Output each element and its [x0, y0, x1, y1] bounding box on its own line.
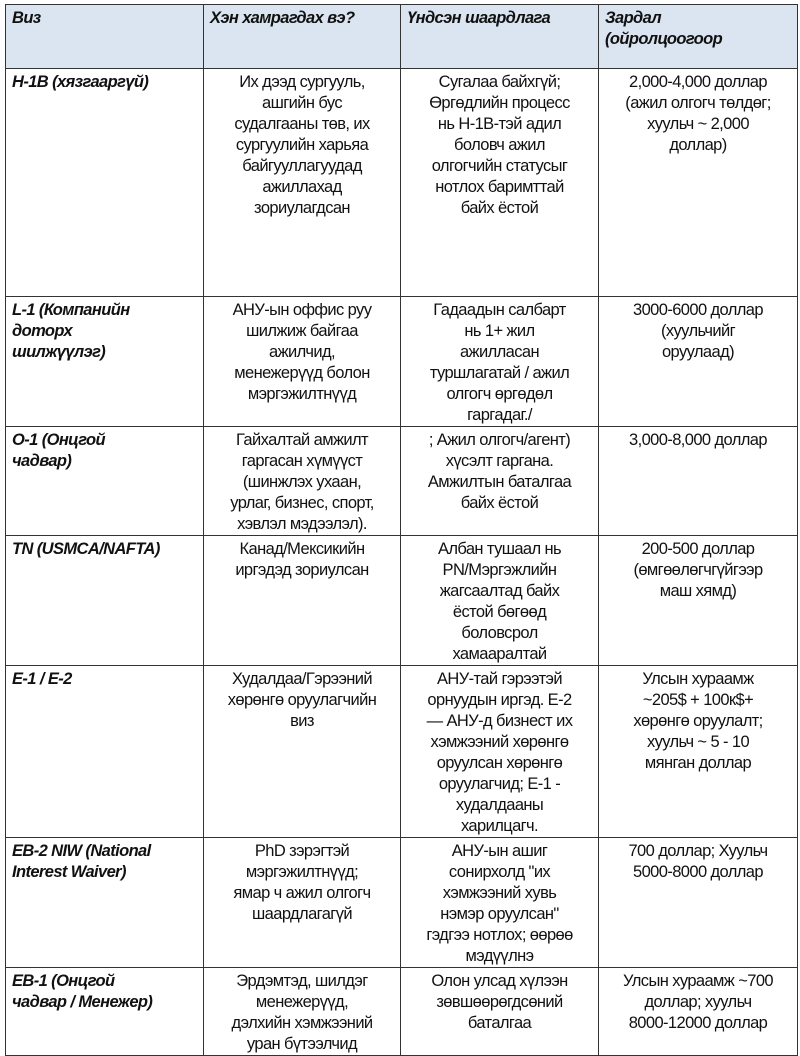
cost-cell: 700 доллар; Хуульч 5000-8000 доллар: [599, 838, 798, 968]
table-row: [6, 968, 798, 1056]
visa-cell: TN (USMCA/NAFTA): [6, 536, 204, 666]
header-visa: Виз: [6, 5, 204, 69]
visa-cell: EB-1 (Онцгой чадвар / Менежер): [6, 968, 204, 1056]
visa-cell: E-1 / E-2: [6, 666, 204, 838]
table-row: [6, 536, 798, 666]
who-cell: АНУ-ын оффис руу шилжиж байгаа ажилчид, менежерүүд болон мэргэжилтнүүд: [204, 297, 401, 427]
who-cell: Их дээд сургууль, ашгийн бус судалгааны төв, их сургуулийн харьяа байгууллагуудад ажиллахад зориулагдсан: [204, 69, 401, 297]
who-cell: Худалдаа/Гэрээний хөрөнгө оруулагчийн виз: [204, 666, 401, 838]
cost-cell: 200-500 доллар (өмгөөлөгчгүйгээр маш хямд): [599, 536, 798, 666]
visa-comparison-table: [5, 4, 798, 1056]
table-row: [6, 427, 798, 536]
who-cell: PhD зэрэгтэй мэргэжилтнүүд; ямар ч ажил олгогч шаардлагагүй: [204, 838, 401, 968]
requirement-cell: Сугалаа байхгүй; Өргөдлийн процесс нь H-1B-тэй адил боловч ажил олгогчийн статусыг нотлох баримттай байх ёстой: [401, 69, 599, 297]
header-who: Хэн хамрагдах вэ?: [204, 5, 401, 69]
table-row: [6, 666, 798, 838]
who-cell: Эрдэмтэд, шилдэг менежерүүд, дэлхийн хэмжээний уран бүтээлчид: [204, 968, 401, 1056]
table-row: [6, 69, 798, 297]
requirement-cell: Гадаадын салбарт нь 1+ жил ажилласан туршлагатай / ажил олгогч өргөдөл гаргадаг./: [401, 297, 599, 427]
visa-cell: EB-2 NIW (National Interest Waiver): [6, 838, 204, 968]
who-cell: Гайхалтай амжилт гаргасан хүмүүст (шинжлэх ухаан, урлаг, бизнес, спорт, хэвлэл мэдээлэл).: [204, 427, 401, 536]
cost-cell: 3,000-8,000 доллар: [599, 427, 798, 536]
header-row: [6, 5, 798, 69]
table-row: [6, 838, 798, 968]
requirement-cell: АНУ-тай гэрээтэй орнуудын иргэд. E-2 — АНУ-д бизнест их хэмжээний хөрөнгө оруулсан хөрөнгө оруулагчид; E-1 - худалдааны харилцагч.: [401, 666, 599, 838]
table-row: [6, 297, 798, 427]
requirement-cell: Албан тушаал нь PN/Мэргэжлийн жагсаалтад байх ёстой бөгөөд боловсрол хамааралтай: [401, 536, 599, 666]
cost-cell: Улсын хураамж ~700 доллар; хуульч 8000-12000 доллар: [599, 968, 798, 1056]
requirement-cell: Олон улсад хүлээн зөвшөөрөгдсөний баталгаа: [401, 968, 599, 1056]
cost-cell: 3000-6000 доллар (хуульчийг оруулаад): [599, 297, 798, 427]
cost-cell: Улсын хураамж ~205$ + 100к$+ хөрөнгө оруулалт; хуульч ~ 5 - 10 мянган доллар: [599, 666, 798, 838]
requirement-cell: АНУ-ын ашиг сонирхолд "их хэмжээний хувь нэмэр оруулсан" гэдгээ нотлох; өөрөө мэдүүлнэ: [401, 838, 599, 968]
visa-cell: O-1 (Онцгой чадвар): [6, 427, 204, 536]
cost-cell: 2,000-4,000 доллар (ажил олгогч төлдөг; хуульч ~ 2,000 доллар): [599, 69, 798, 297]
who-cell: Канад/Мексикийн иргэдэд зориулсан: [204, 536, 401, 666]
visa-cell: H-1B (хязгааргүй): [6, 69, 204, 297]
header-cost: Зардал (ойролцоогоор: [599, 5, 798, 69]
visa-cell: L-1 (Компанийн доторх шилжүүлэг): [6, 297, 204, 427]
header-requirement: Үндсэн шаардлага: [401, 5, 599, 69]
requirement-cell: ; Ажил олгогч/агент) хүсэлт гаргана. Амжилтын баталгаа байх ёстой: [401, 427, 599, 536]
